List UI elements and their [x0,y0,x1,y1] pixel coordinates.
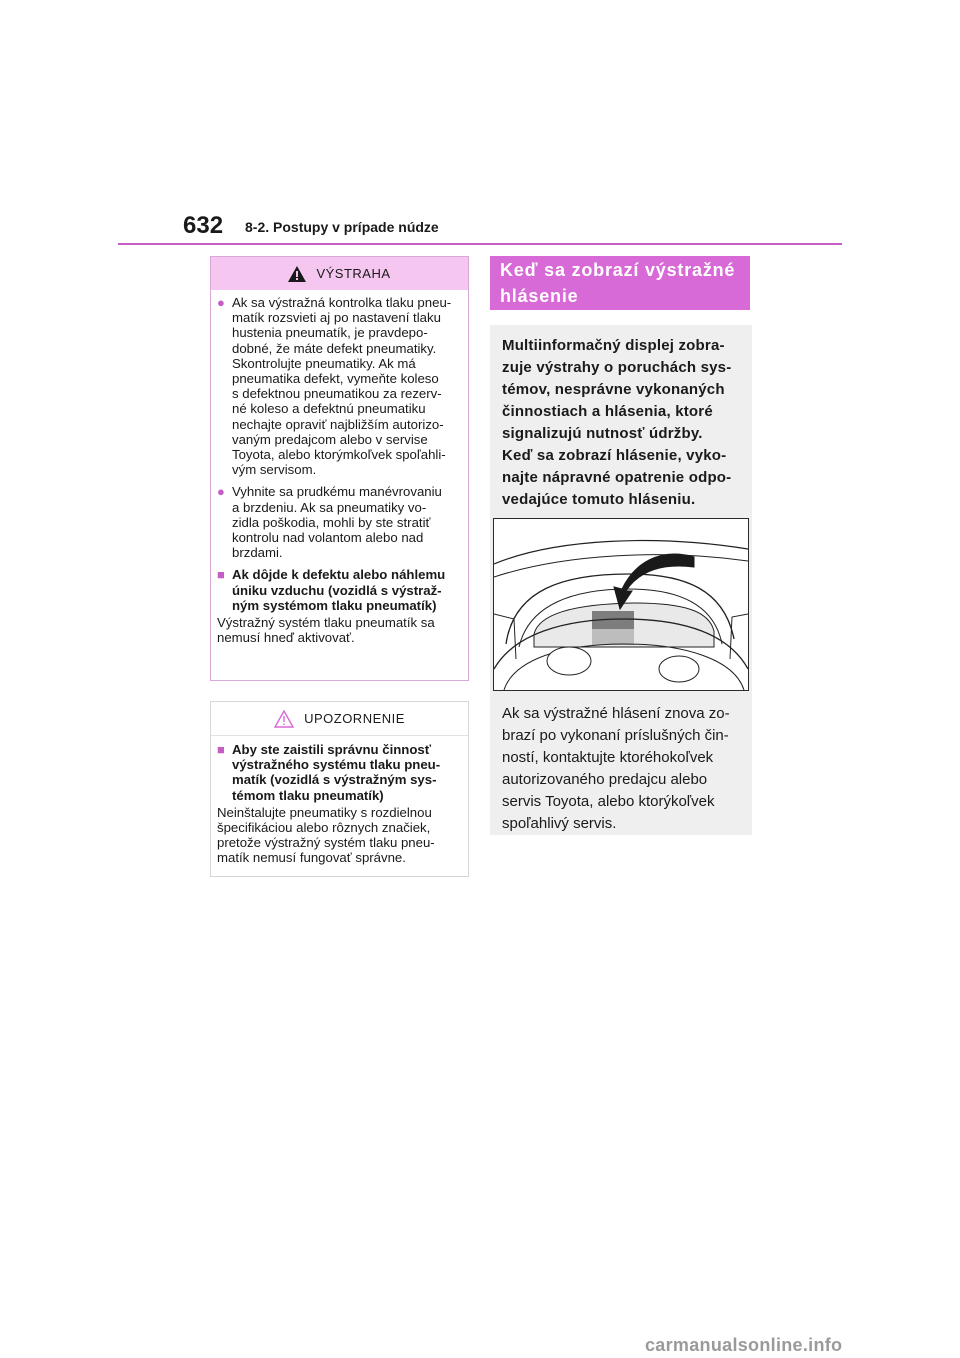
intro-text: Multiinformačný displej zobra- zuje výstrahy o poruchách sys- témov, nesprávne vykonaných činnostiach a hlásenia, ktoré signalizujú nutnosť údržby. Keď sa zobrazí hlásenie, vyko- najte nápravné opatrenie odpo- vedajúce tomuto hláseniu. [502,337,732,508]
caution-triangle-icon [274,710,294,728]
watermark: carmanualsonline.info [645,1335,843,1355]
page-number: 632 [183,212,224,239]
caution-paragraph: Neinštalujte pneumatiky s rozdielnou špecifikáciou alebo rôznych značiek, pretože výstražný systém tlaku pneu- matík nemusí fungovať správne. [217,804,435,866]
section-title: 8-2. Postupy v prípade núdze [245,219,439,235]
caution-subheading: ■ Aby ste zaistili správnu činnosť výstražného systému tlaku pneu- matík (vozidlá s výstražným sys- témom tlaku pneumatík) [217,742,441,803]
caution-header [211,702,468,736]
warning-triangle-icon [288,266,306,282]
after-text: Ak sa výstražné hlásení znova zo- brazí po vykonaní príslušných čin- ností, kontaktujte ktoréhokoľvek autorizovaného predajcu alebo servis Toyota, alebo ktorýkoľvek spoľahlivý servis. [502,705,730,832]
warning-header [211,257,468,290]
warning-item [217,295,462,477]
pointer-arrow-icon [614,554,694,609]
info-panel [490,325,752,835]
dashboard-drawing [494,519,748,690]
warning-label: VÝSTRAHA [316,266,391,281]
square-bullet-icon: ■ [217,567,225,583]
warning-item-text: Ak sa výstražná kontrolka tlaku pneu- matík rozsvieti aj po nastavení tlaku hustenia pneumatík, je pravdepo- dobné, že máte defekt pneumatiky. Skontrolujte pneumatiky. Ak má pneumatika defekt, vymeňte koleso s defektnou pneumatikou za rezerv- né koleso a defektnú pneumatiku nechajte opraviť najbližším autorizo- vaným predajcom alebo v servise Toyota, alebo ktorýmkoľvek spoľahli- vým servisom. [232,295,452,478]
header-rule [118,243,842,245]
caution-label: UPOZORNENIE [304,711,405,726]
bullet-icon: ● [217,484,225,500]
warning-item-text: Vyhnite sa prudkému manévrovaniu a brzdeniu. Ak sa pneumatiky vo- zidla poškodia, mohli by ste stratiť kontrolu nad volantom alebo nad brzdami. [232,484,442,561]
warning-subheading: ■ Ak dôjde k defektu alebo náhlemu úniku vzduchu (vozidlá s výstraž- ným systémom tlaku pneumatík) [217,567,446,613]
bullet-icon: ● [217,295,225,310]
warning-box [210,256,469,681]
caution-box [210,701,469,877]
dashboard-illustration [493,518,749,691]
warning-paragraph: Výstražný systém tlaku pneumatík sa nemusí hneď aktivovať. [217,615,435,646]
square-bullet-icon: ■ [217,742,225,757]
section-banner: Keď sa zobrazí výstražné hlásenie [490,256,750,310]
warning-item [217,484,462,560]
